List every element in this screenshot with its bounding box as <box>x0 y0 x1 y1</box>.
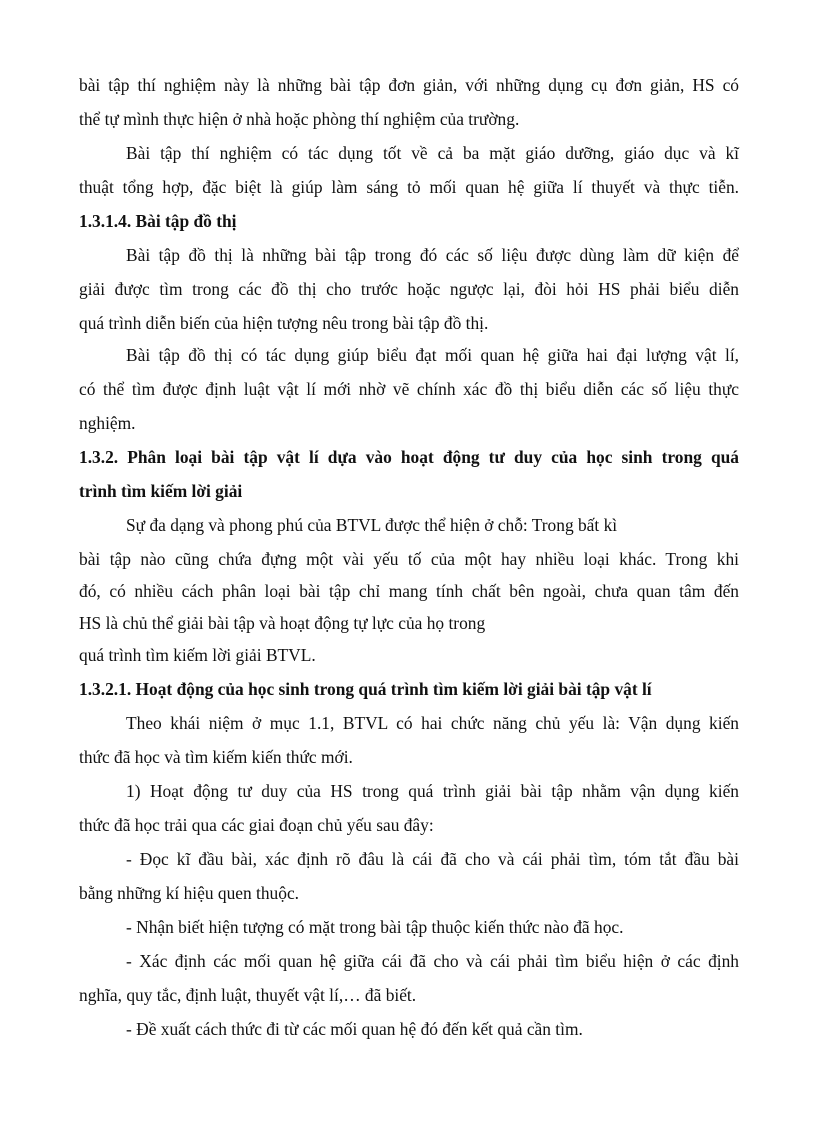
paragraph-line: thức đã học và tìm kiếm kiến thức mới. <box>79 747 353 767</box>
section-heading-1-3-2-cont: trình tìm kiếm lời giải <box>79 481 243 501</box>
list-item: - Đọc kĩ đầu bài, xác định rõ đâu là cái đã cho và cái phải tìm, tóm tắt đầu bài <box>126 849 739 869</box>
paragraph-line: có thể tìm được định luật vật lí mới nhờ vẽ chính xác đồ thị biểu diễn các số liệu thực <box>79 379 739 399</box>
paragraph-line: thể tự mình thực hiện ở nhà hoặc phòng thí nghiệm của trường. <box>79 109 520 129</box>
paragraph-line: nghiệm. <box>79 413 136 433</box>
paragraph-line: thuật tổng hợp, đặc biệt là giúp làm sáng tỏ mối quan hệ giữa lí thuyết và thực tiễn. <box>79 177 739 197</box>
paragraph-line: giải được tìm trong các đồ thị cho trước hoặc ngược lại, đòi hỏi HS phải biểu diễn <box>79 279 739 299</box>
section-heading-1-3-2-1: 1.3.2.1. Hoạt động của học sinh trong quá trình tìm kiếm lời giải bài tập vật lí <box>79 679 652 699</box>
paragraph-line: Sự đa dạng và phong phú của BTVL được thể hiện ở chỗ: Trong bất kì <box>126 515 618 535</box>
list-item: - Xác định các mối quan hệ giữa cái đã cho và cái phải tìm biểu hiện ở các định <box>126 951 739 971</box>
paragraph-line: Bài tập đồ thị là những bài tập trong đó các số liệu được dùng làm dữ kiện để <box>126 245 739 265</box>
section-heading-1-3-2: 1.3.2. Phân loại bài tập vật lí dựa vào hoạt động tư duy của học sinh trong quá <box>79 447 739 467</box>
list-item-cont: bằng những kí hiệu quen thuộc. <box>79 883 300 903</box>
section-heading-1-3-1-4: 1.3.1.4. Bài tập đồ thị <box>79 211 237 231</box>
list-item-cont: nghĩa, quy tắc, định luật, thuyết vật lí,… đã biết. <box>79 985 417 1005</box>
paragraph-line: thức đã học trải qua các giai đoạn chủ yếu sau đây: <box>79 815 434 835</box>
paragraph-line: Theo khái niệm ở mục 1.1, BTVL có hai chức năng chủ yếu là: Vận dụng kiến <box>126 713 739 733</box>
paragraph-line: đó, có nhiều cách phân loại bài tập chỉ mang tính chất bên ngoài, chưa quan tâm đến <box>79 581 739 601</box>
paragraph-line: bài tập nào cũng chứa đựng một vài yếu tố của một hay nhiều loại khác. Trong khi <box>79 549 739 569</box>
paragraph-line: 1) Hoạt động tư duy của HS trong quá trình giải bài tập nhằm vận dụng kiến <box>126 781 739 801</box>
paragraph-line: Bài tập đồ thị có tác dụng giúp biểu đạt mối quan hệ giữa hai đại lượng vật lí, <box>126 345 739 365</box>
paragraph-line: quá trình tìm kiếm lời giải BTVL. <box>79 645 316 665</box>
paragraph-line: quá trình diễn biến của hiện tượng nêu trong bài tập đồ thị. <box>79 313 489 333</box>
list-item: - Nhận biết hiện tượng có mặt trong bài tập thuộc kiến thức nào đã học. <box>126 917 624 937</box>
paragraph-line: bài tập thí nghiệm này là những bài tập đơn giản, với những dụng cụ đơn giản, HS có <box>79 75 739 95</box>
list-item: - Đề xuất cách thức đi từ các mối quan hệ đó đến kết quả cần tìm. <box>126 1019 583 1039</box>
paragraph-line: Bài tập thí nghiệm có tác dụng tốt về cả ba mặt giáo dưỡng, giáo dục và kĩ <box>126 143 739 163</box>
paragraph-line: HS là chủ thể giải bài tập và hoạt động tự lực của họ trong <box>79 613 486 633</box>
